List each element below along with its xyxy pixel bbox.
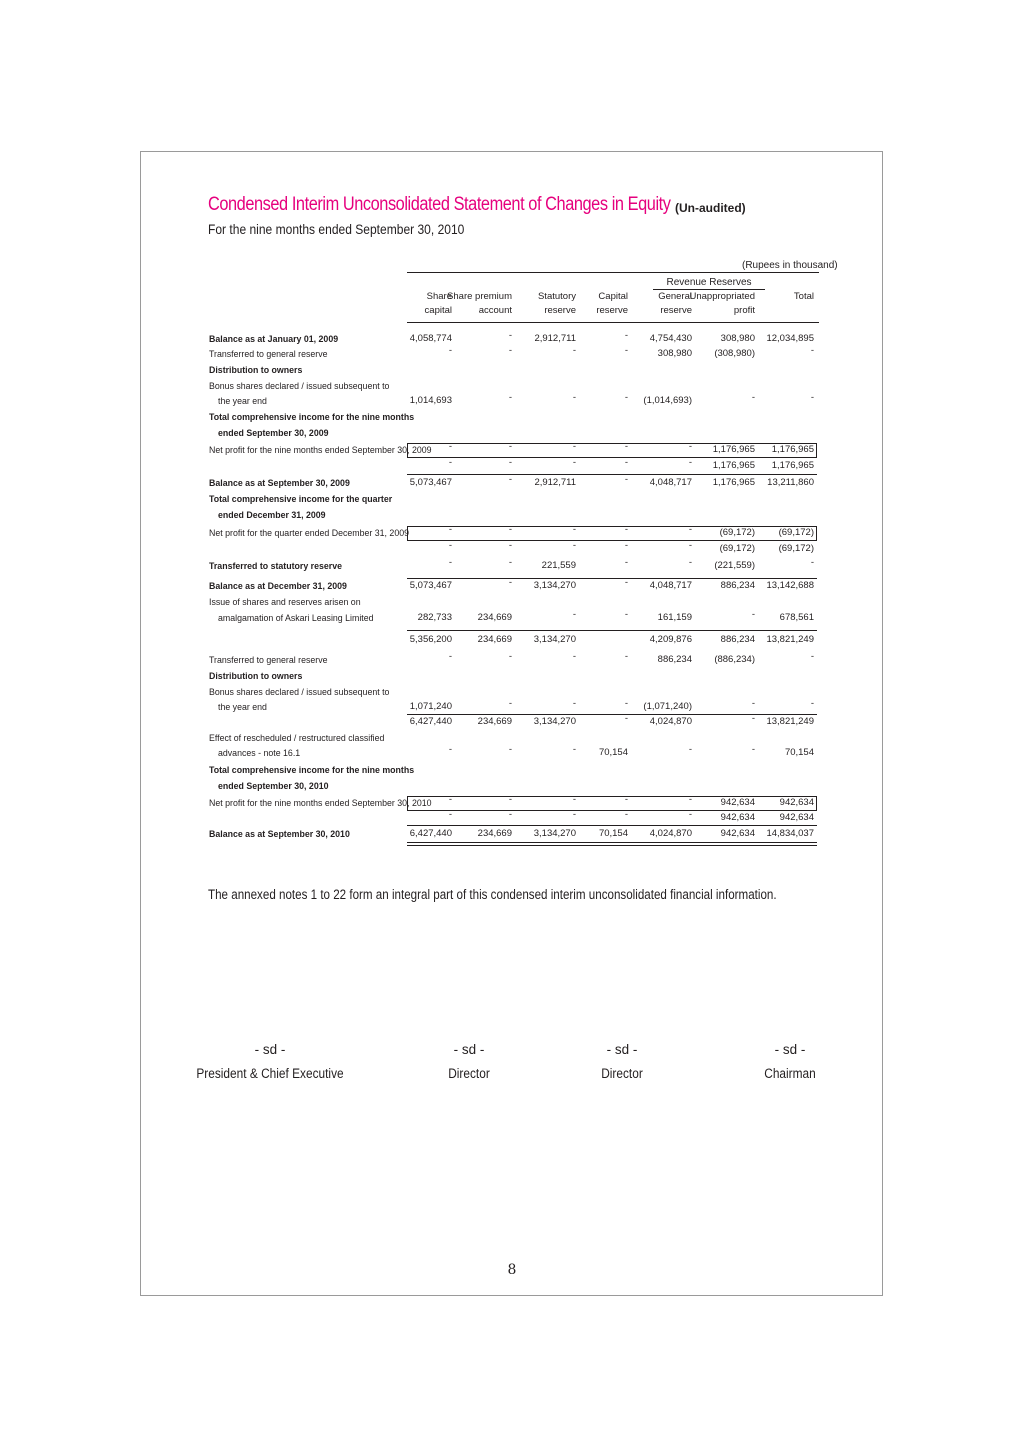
column-header-line2: profit: [733, 305, 755, 316]
cell-value: 4,058,774: [409, 333, 452, 344]
cell-value: -: [688, 540, 692, 551]
cell-value: -: [448, 457, 452, 468]
cell-value: 70,154: [598, 828, 628, 839]
cell-value: 308,980: [720, 333, 755, 344]
cell-value: 886,234: [720, 580, 755, 591]
cell-value: -: [448, 441, 452, 452]
row-label: advances - note 16.1: [218, 748, 301, 758]
row-label: Net profit for the nine months ended September 30, 2010: [209, 798, 432, 808]
column-header-line2: capital: [424, 305, 452, 316]
row-label: ended September 30, 2010: [218, 781, 329, 791]
row-label: Distribution to owners: [209, 671, 303, 681]
period-subtitle: For the nine months ended September 30, 2010: [208, 221, 465, 237]
row-label: Distribution to owners: [209, 365, 303, 375]
cell-value: -: [572, 392, 576, 403]
row-label: Issue of shares and reserves arisen on: [209, 597, 361, 607]
cell-value: 70,154: [598, 747, 628, 758]
cell-value: 70,154: [784, 747, 814, 758]
cell-value: -: [688, 457, 692, 468]
cell-value: -: [572, 651, 576, 662]
cell-value: -: [448, 651, 452, 662]
title-text: Condensed Interim Unconsolidated Statement of Changes in Equity: [208, 194, 671, 215]
cell-value: 2,912,711: [534, 333, 576, 344]
cell-value: -: [810, 392, 814, 403]
row-label: Transferred to statutory reserve: [209, 561, 342, 571]
signature-mark: - sd -: [606, 1042, 638, 1057]
cell-value: -: [688, 557, 692, 568]
cell-value: -: [810, 557, 814, 568]
column-header-line1: Capital: [598, 291, 628, 302]
cell-value: 1,176,965: [712, 477, 755, 488]
cell-value: -: [572, 457, 576, 468]
row-label: Balance as at January 01, 2009: [209, 334, 339, 344]
cell-value: 161,159: [657, 612, 692, 623]
column-header-line2: [724, 304, 814, 318]
cell-value: 678,561: [779, 612, 814, 623]
row-label: the year end: [218, 702, 267, 712]
signatory-title: Director: [448, 1066, 490, 1081]
row-label: ended December 31, 2009: [218, 510, 326, 520]
net-profit-2009-box-left: [407, 443, 408, 457]
column-header-line1: Share: [426, 291, 452, 302]
cell-value: 4,048,717: [649, 580, 692, 591]
net-profit-q4-2009-box-left: [407, 526, 408, 540]
cell-value: -: [572, 441, 576, 452]
net-profit-2009-box-right: [816, 443, 817, 457]
row-label: Balance as at December 31, 2009: [209, 581, 347, 591]
cell-value: 1,014,693: [409, 395, 452, 406]
cell-value: 13,821,249: [766, 716, 814, 727]
row-label: Bonus shares declared / issued subsequent to: [209, 687, 390, 697]
cell-value: 234,669: [477, 634, 512, 645]
header-bottom-rule: [407, 322, 819, 323]
cell-value: -: [508, 809, 512, 820]
cell-value: -: [624, 330, 628, 341]
signature-mark: - sd -: [254, 1042, 286, 1057]
row-label: Balance as at September 30, 2010: [209, 829, 350, 839]
cell-value: -: [448, 524, 452, 535]
cell-value: 4,209,876: [649, 634, 692, 645]
cell-value: 942,634: [720, 812, 755, 823]
cell-value: -: [751, 713, 755, 724]
cell-value: 308,980: [657, 348, 692, 359]
net-profit-2009-box-bottom: [407, 457, 817, 458]
cell-value: 942,634: [720, 797, 755, 808]
cell-value: -: [572, 698, 576, 709]
subtotal-rule: [407, 714, 817, 715]
cell-value: -: [448, 540, 452, 551]
cell-value: 3,134,270: [533, 716, 576, 727]
net-profit-2010-box-left: [407, 796, 408, 810]
revenue-reserves-header: Revenue Reserves: [666, 277, 752, 288]
subtotal-rule: [407, 578, 817, 579]
cell-value: 4,048,717: [649, 477, 692, 488]
cell-value: -: [624, 474, 628, 485]
cell-value: -: [810, 651, 814, 662]
subtotal-rule: [407, 825, 817, 826]
cell-value: 942,634: [720, 828, 755, 839]
cell-value: 13,821,249: [766, 634, 814, 645]
cell-value: 3,134,270: [533, 634, 576, 645]
header-top-rule: [407, 272, 819, 273]
page-number: 8: [507, 1262, 517, 1278]
subtotal-rule: [407, 474, 817, 475]
cell-value: -: [572, 609, 576, 620]
column-header-line1: Share premium: [447, 291, 512, 302]
cell-value: 282,733: [417, 612, 452, 623]
cell-value: 1,176,965: [771, 444, 814, 455]
row-label: Net profit for the nine months ended September 30, 2009: [209, 445, 432, 455]
cell-value: -: [624, 577, 628, 588]
cell-value: 6,427,440: [409, 828, 452, 839]
cell-value: -: [508, 524, 512, 535]
signatory-title: Director: [601, 1066, 643, 1081]
net-profit-2009-box-top: [407, 443, 817, 444]
cell-value: -: [688, 744, 692, 755]
cell-value: 3,134,270: [533, 828, 576, 839]
cell-value: 13,142,688: [766, 580, 814, 591]
cell-value: 5,356,200: [409, 634, 452, 645]
cell-value: -: [751, 392, 755, 403]
cell-value: 942,634: [779, 797, 814, 808]
footnote: The annexed notes 1 to 22 form an integral part of this condensed interim unconsolidated financial information.: [208, 887, 777, 902]
row-label: the year end: [218, 396, 267, 406]
unaudited-tag: (Un-audited): [675, 201, 746, 215]
cell-value: -: [624, 392, 628, 403]
column-header-line1: Unappropriated: [689, 291, 755, 302]
column-header: [724, 290, 814, 318]
cell-value: 234,669: [477, 828, 512, 839]
cell-value: 234,669: [477, 612, 512, 623]
row-label: Net profit for the quarter ended December 31, 2009: [209, 528, 410, 538]
cell-value: -: [624, 345, 628, 356]
closing-double-rule: [407, 845, 817, 846]
cell-value: -: [624, 809, 628, 820]
cell-value: 886,234: [657, 654, 692, 665]
cell-value: -: [448, 557, 452, 568]
cell-value: -: [508, 345, 512, 356]
cell-value: -: [508, 330, 512, 341]
cell-value: -: [508, 441, 512, 452]
cell-value: -: [448, 345, 452, 356]
cell-value: (69,172): [719, 527, 755, 538]
cell-value: -: [508, 474, 512, 485]
cell-value: -: [624, 713, 628, 724]
row-label: Transferred to general reserve: [209, 655, 328, 665]
cell-value: -: [448, 794, 452, 805]
cell-value: -: [448, 809, 452, 820]
cell-value: (308,980): [714, 348, 755, 359]
cell-value: 13,211,860: [767, 477, 814, 488]
column-header-line1: General: [658, 291, 692, 302]
cell-value: -: [751, 609, 755, 620]
cell-value: 886,234: [720, 634, 755, 645]
cell-value: -: [572, 744, 576, 755]
cell-value: -: [624, 651, 628, 662]
row-label: Total comprehensive income for the quarter: [209, 494, 393, 504]
signature-mark: - sd -: [453, 1042, 485, 1057]
cell-value: 5,073,467: [409, 477, 452, 488]
cell-value: (1,014,693): [643, 395, 692, 406]
column-header-line1: Total: [793, 291, 814, 302]
column-header-line2: reserve: [596, 305, 628, 316]
cell-value: 942,634: [779, 812, 814, 823]
cell-value: -: [624, 457, 628, 468]
row-label: ended September 30, 2009: [218, 428, 329, 438]
cell-value: -: [572, 794, 576, 805]
row-label: Total comprehensive income for the nine months: [209, 765, 415, 775]
cell-value: -: [688, 441, 692, 452]
row-label: Transferred to general reserve: [209, 349, 328, 359]
cell-value: -: [810, 345, 814, 356]
cell-value: -: [508, 540, 512, 551]
cell-value: -: [508, 698, 512, 709]
cell-value: -: [688, 524, 692, 535]
cell-value: 2,912,711: [534, 477, 576, 488]
cell-value: 5,073,467: [409, 580, 452, 591]
net-profit-q4-2009-box-right: [816, 526, 817, 540]
cell-value: -: [751, 744, 755, 755]
cell-value: 6,427,440: [409, 716, 452, 727]
cell-value: -: [624, 698, 628, 709]
cell-value: -: [572, 524, 576, 535]
cell-value: 4,754,430: [649, 333, 692, 344]
statement-title: [208, 194, 746, 216]
cell-value: -: [572, 540, 576, 551]
cell-value: -: [810, 698, 814, 709]
net-profit-q4-2009-box-bottom: [407, 540, 817, 541]
signature-mark: - sd -: [774, 1042, 806, 1057]
column-header-line2: reserve: [660, 305, 692, 316]
column-header-line1: Statutory: [537, 291, 576, 302]
cell-value: -: [624, 540, 628, 551]
cell-value: 1,176,965: [712, 460, 755, 471]
cell-value: -: [508, 457, 512, 468]
row-label: Bonus shares declared / issued subsequent to: [209, 381, 390, 391]
cell-value: -: [508, 744, 512, 755]
cell-value: 1,176,965: [771, 460, 814, 471]
column-header-line2: reserve: [544, 305, 576, 316]
closing-double-rule: [407, 842, 817, 843]
currency-unit: (Rupees in thousand): [742, 260, 838, 271]
cell-value: 221,559: [541, 560, 576, 571]
subtotal-rule: [407, 630, 817, 631]
cell-value: -: [508, 794, 512, 805]
row-label: amalgamation of Askari Leasing Limited: [218, 613, 374, 623]
cell-value: -: [448, 744, 452, 755]
cell-value: 234,669: [477, 716, 512, 727]
cell-value: -: [624, 524, 628, 535]
net-profit-2010-box-bottom: [407, 810, 817, 811]
cell-value: -: [508, 557, 512, 568]
signatory-title: President & Chief Executive: [196, 1066, 344, 1081]
cell-value: (886,234): [714, 654, 755, 665]
cell-value: -: [624, 609, 628, 620]
cell-value: 12,034,895: [766, 333, 814, 344]
signatory-title: Chairman: [764, 1066, 816, 1081]
cell-value: (69,172): [778, 527, 814, 538]
net-profit-2010-box-top: [407, 796, 817, 797]
cell-value: 1,176,965: [712, 444, 755, 455]
cell-value: -: [624, 557, 628, 568]
cell-value: -: [508, 392, 512, 403]
cell-value: 4,024,870: [649, 828, 692, 839]
column-header-line2: account: [478, 305, 512, 316]
cell-value: 1,071,240: [409, 701, 452, 712]
cell-value: -: [572, 345, 576, 356]
cell-value: (1,071,240): [643, 701, 692, 712]
row-label: Total comprehensive income for the nine months: [209, 412, 415, 422]
row-label: Effect of rescheduled / restructured classified: [209, 733, 385, 743]
net-profit-2010-box-right: [816, 796, 817, 810]
cell-value: 14,834,037: [766, 828, 814, 839]
cell-value: -: [508, 577, 512, 588]
cell-value: (69,172): [778, 543, 814, 554]
cell-value: 3,134,270: [533, 580, 576, 591]
cell-value: 4,024,870: [649, 716, 692, 727]
row-label: Balance as at September 30, 2009: [209, 478, 350, 488]
cell-value: (69,172): [719, 543, 755, 554]
cell-value: -: [751, 698, 755, 709]
net-profit-q4-2009-box-top: [407, 526, 817, 527]
cell-value: -: [688, 794, 692, 805]
cell-value: -: [572, 809, 576, 820]
cell-value: (221,559): [714, 560, 755, 571]
cell-value: -: [688, 809, 692, 820]
cell-value: -: [508, 651, 512, 662]
cell-value: -: [624, 441, 628, 452]
cell-value: -: [624, 794, 628, 805]
